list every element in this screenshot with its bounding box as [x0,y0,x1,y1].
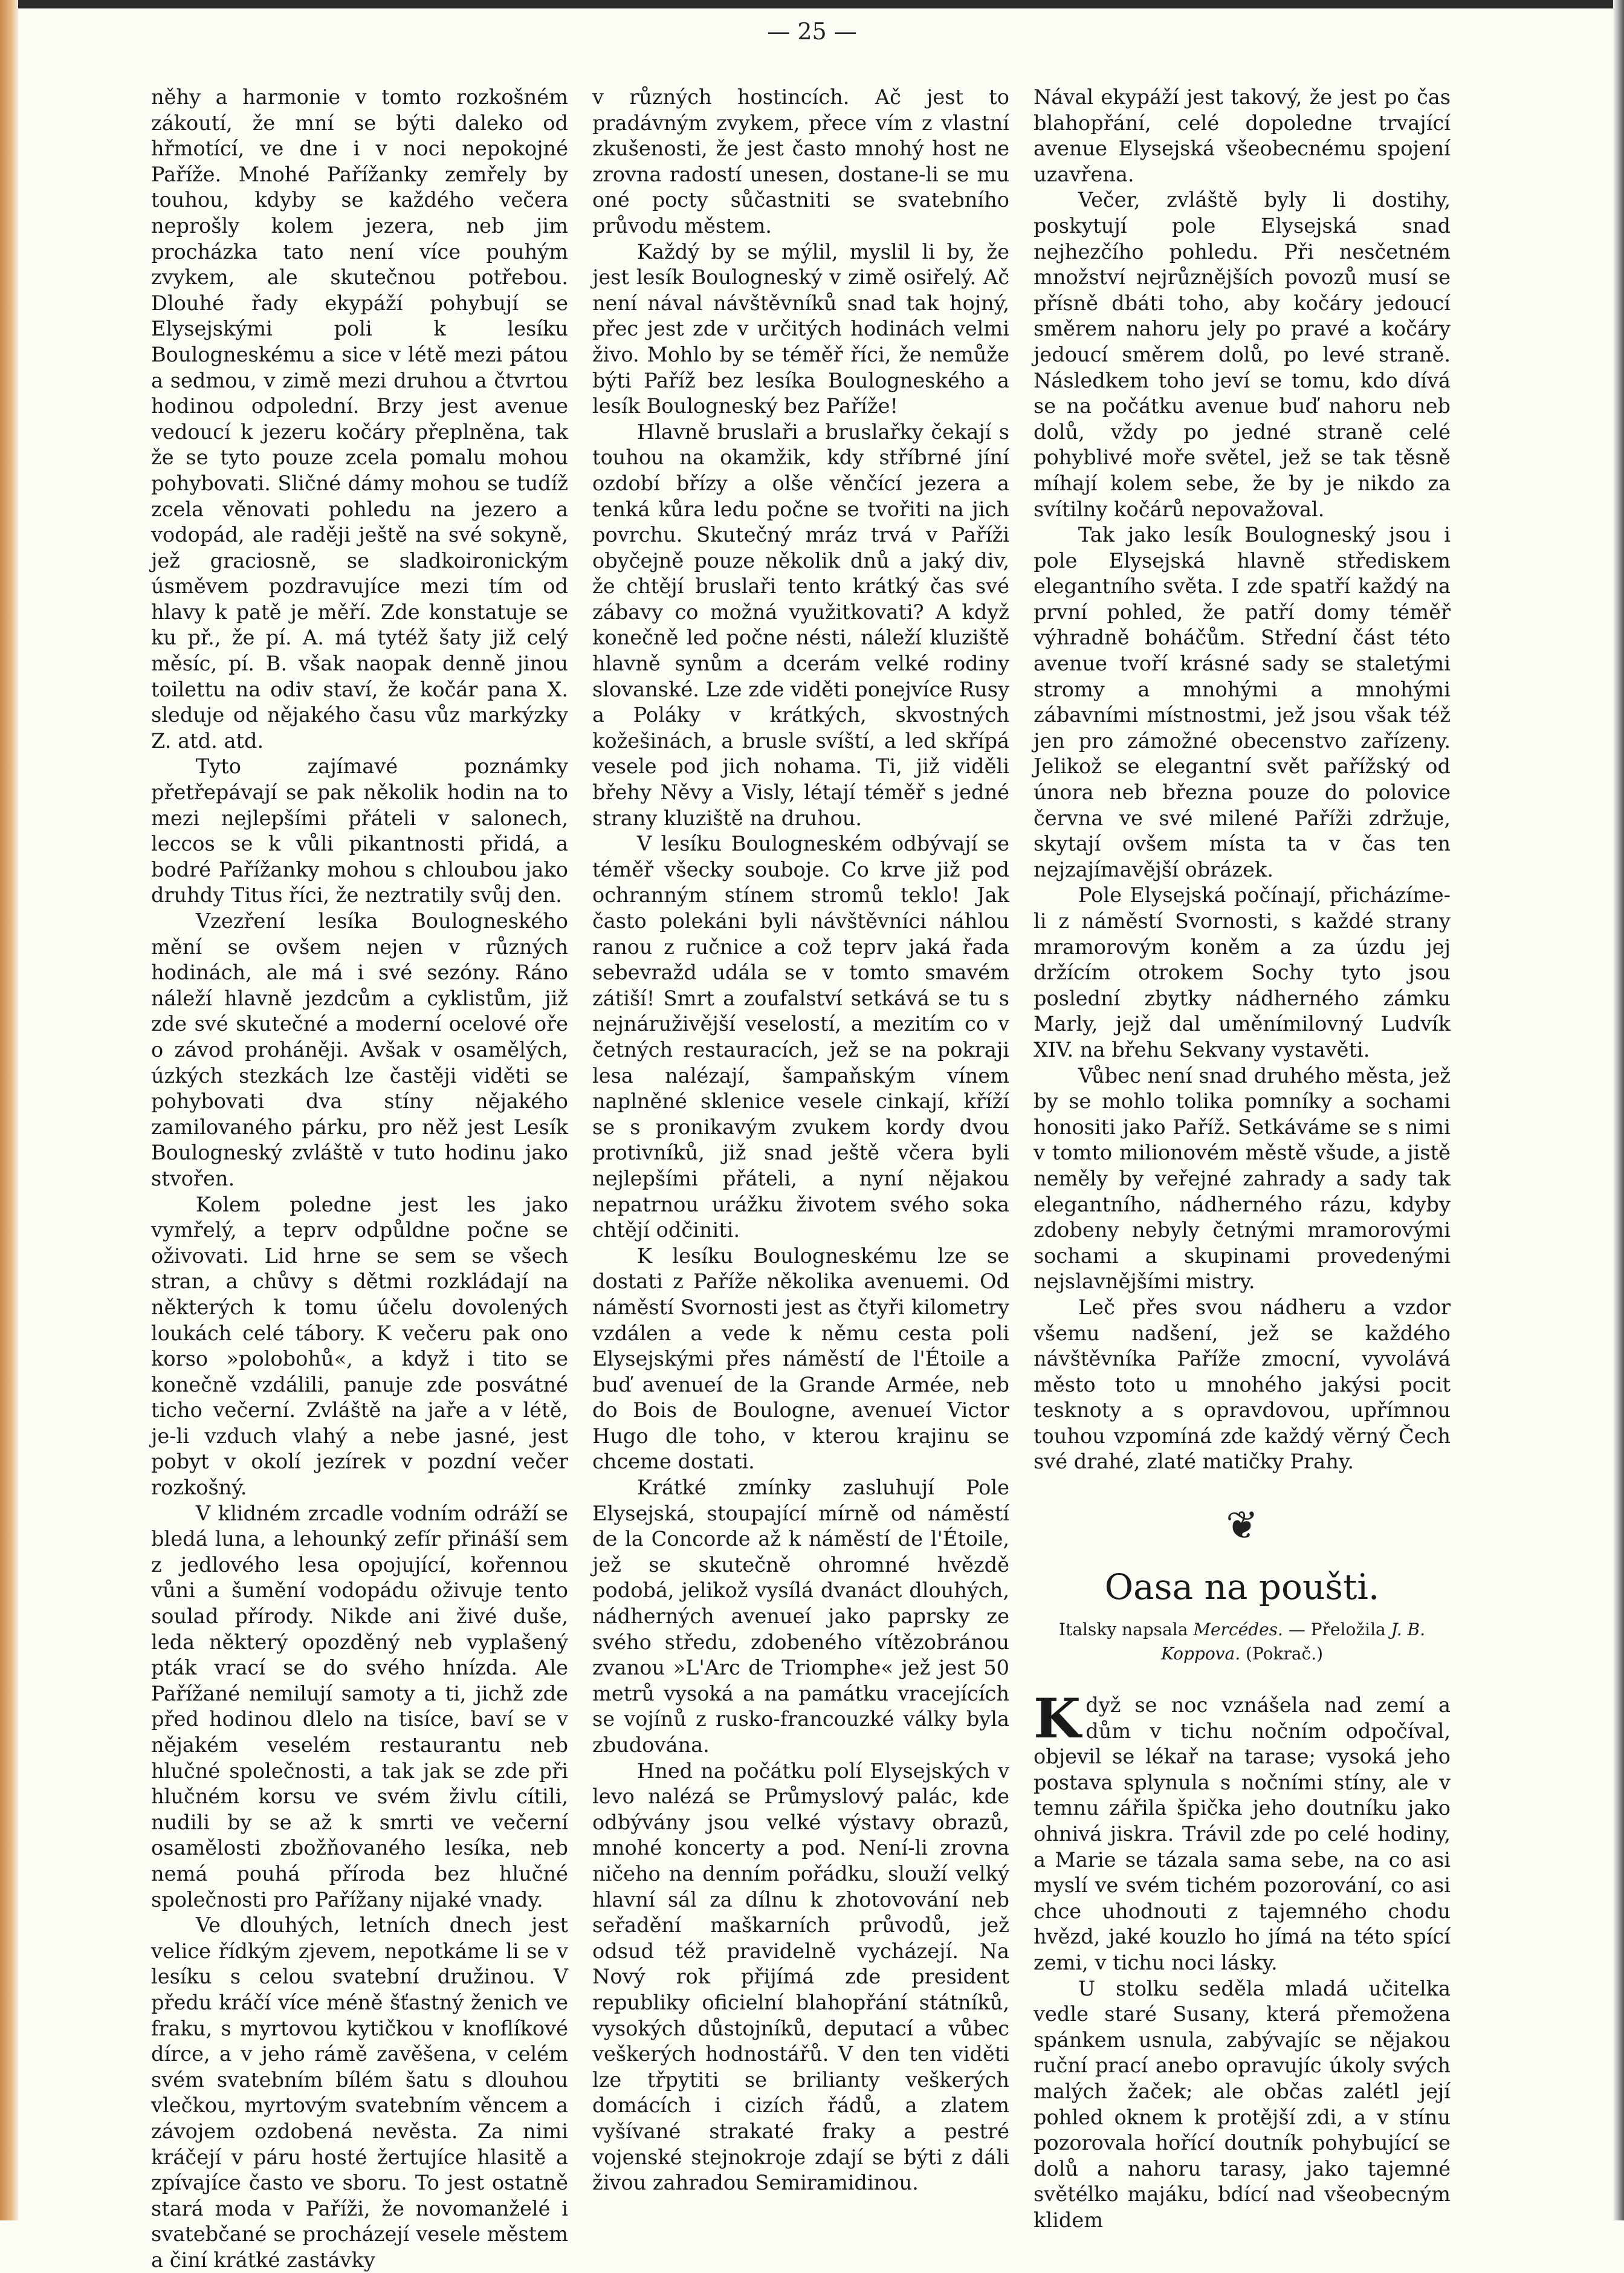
article-title: Oasa na poušti. [1104,1566,1380,1608]
paragraph: v různých hostincích. Ač jest to pradávným zvykem, přece vím z vlastní zkušenosti, že jest často mnohý host ne zrovna radostí unesen, dostane-li se mu oné pocty sůčastniti se svatebního průvodu městem. [592,85,1009,238]
ornament-divider: ❦ [1226,1503,1258,1549]
paragraph: Vzezření lesíka Boulogneského mění se ovšem nejen v různých hodinách, ale má i své sezóny. Ráno náleží hlavně jezdcům a cyklistům, již zde své skutečné a moderní ocelové oře o závod proháněji. Avšak v osamělých, úzkých stezkách lze častěji viděti se pohybovati dva stíny nějakého zamilovaného párku, pro něž jest Lesík Boulogneský zvláště v tuto hodinu jako stvořen. [151,909,568,1190]
page-right-edge [1613,0,1624,2220]
drop-cap: K [1034,1687,1081,1751]
paragraph: Tyto zajímavé poznámky přetřepávají se pak několik hodin na to mezi nejlepšími přáteli v salonech, leccos se k vůli pikantnosti přidá, a bodré Pařížanky mohou s chloubou jako druhdy Titus říci, že neztratily svůj den. [151,754,568,907]
paragraph: Vůbec není snad druhého města, jež by se mohlo tolika pomníky a sochami honositi jako Paříž. Setkáváme se s nimi v tomto milionovém městě všude, a jistě neměly by veřejné zahrady a sady tak elegantního, nádherného rázu, kdyby zdobeny nebyly četnými mramorovými sochami a skupinami provedenými nejslavnějšími mistry. [1034,1063,1451,1294]
paragraph: Hlavně bruslaři a bruslařky čekají s touhou na okamžik, kdy stříbrné jíní ozdobí břízy a olše věnčící jezera a tenká kůra ledu počne se tvořiti na jich povrchu. Skutečný mráz trvá v Paříži obyčejně pouze několik dnů a jaký div, že chtějí bruslaři tento krátký čas své zábavy co možná využitkovati? A když konečně led počne nésti, náleží kluziště hlavně synům a dcerám velké rodiny slovanské. Lze zde viděti ponejvíce Rusy a Poláky v krátkých, skvostných kožešinách, a brusle svíští, a led skřípá vesele pod jich nohama. Ti, již viděli břehy Něvy a Visly, létají téměř s jedné strany kluziště na druhou. [592,420,1009,830]
article-paragraph-1-text: dyž se noc vznášela nad zemí a dům v tichu nočním odpočíval, objevil se lékař na tarase; vysoká jeho postava splynula s nočními stíny, ale v temnu zářila špička jeho doutníku jako ohnivá jiskra. Trávil zde po celé hodiny, a Marie se tázala sama sebe, na co asi myslí ve svém tichém pozorování, co asi chce uhodnouti z tajemného chodu hvězd, jaké kouzlo ho jímá na této spící zemi, v tichu noci lásky. [1034,1693,1451,1974]
paragraph: Pole Elysejská počínají, přicházíme-li z náměstí Svornosti, s každé strany mramorovým koněm a za úzdu jej držícím otrokem Sochy tyto jsou poslední zbytky nádherného zámku Marly, jejž dal uměnímilovný Ludvík XIV. na břehu Sekvany vystavěti. [1034,883,1451,1062]
paragraph: Večer, zvláště byly li dostihy, poskytují pole Elysejská snad nejhezčího pohledu. Při nesčetném množství nejrůznějších povozů musí se přísně dbáti toho, aby kočáry jedoucí směrem nahoru jely po pravé a kočáry jedoucí směrem dolů, po levé straně. Následkem toho jeví se tomu, kdo dívá se na počátku avenue buď nahoru neb dolů, vždy po jedné straně celé pohyblivé moře světel, jež se tak těsně míhají kolem sebe, že by je nikdo za svítilny kočárů nepovažoval. [1034,188,1451,521]
paragraph: Každý by se mýlil, myslil li by, že jest lesík Boulogneský v zimě osiřelý. Ač není nával návštěvníků snad tak hojný, přec jest zde v určitých hodinách velmi živo. Mohlo by se téměř říci, že nemůže býti Paříž bez lesíka Boulogneského a lesík Boulogneský bez Paříže! [592,239,1009,418]
paragraph: Ve dlouhých, letních dnech jest velice řídkým zjevem, nepotkáme li se v lesíku s celou svatební družinou. V předu kráčí více méně šťastný ženich ve fraku, s myrtovou kytičkou v knoflíkové dírce, a v jeho rámě zavěšena, v celém svém svatebním bílém šatu s dlouhou vlečkou, myrtovým svatebním věncem a závojem ozdobená nevěsta. Za nimi kráčejí v páru hosté žertujíce hlasitě a zpívajíce často ve sboru. To jest ostatně stará moda v Paříži, že novomanželé i svatebčané se procházejí vesele městem a činí krátké zastávky [151,1913,568,2272]
byline-mid: — Přeložila [1288,1620,1386,1640]
paragraph: něhy a harmonie v tomto rozkošném zákoutí, že mní se býti daleko od hřmotící, ve dne i v noci nepokojné Paříže. Mnohé Pařížanky zemřely by touhou, kdyby se každého večera neprošly kolem jezera, neb jim procházka tato není více pouhým zvykem, ale skutečnou potřebou. Dlouhé řady ekypáží pohybují se Elysejskými poli k lesíku Boulogneskému a sice v létě mezi pátou a sedmou, v zimě mezi druhou a čtvrtou hodinou odpolední. Brzy jest avenue vedoucí k jezeru kočáry přeplněna, tak že se tyto pouze zcela pomalu mohou pohybovati. Sličné dámy mohou se tudíž zcela věnovati pohledu na jezero a vodopád, ale raději ještě na své sokyně, jež graciosně, se sladkoironickým úsměvem pozdravujíce mezi tím od hlavy k patě je měří. Zde konstatuje se ku př., že pí. A. má tytéž šaty již celý měsíc, pí. B. však naopak denně jinou toilettu na odiv staví, že kočár pana X. sleduje od nějakého času vůz markýzky Z. atd. atd. [151,85,568,753]
page-number: — 25 — [767,18,857,45]
paragraph: Leč přes svou nádheru a vzdor všemu nadšení, jež se každého návštěvníka Paříže zmocní, vyvolává město toto u mnohého jakýsi pocit tesknoty a s opravdovou, upřímnou touhou vzpomíná zde každý věrný Čech své drahé, zlaté matičky Prahy. [1034,1295,1451,1474]
byline-prefix: Italsky napsala [1059,1620,1188,1640]
paragraph: V lesíku Boulogneském odbývají se téměř všecky souboje. Co krve již pod ochranným stínem stromů teklo! Jak často polekáni byli návštěvníci náhlou ranou z ručnice a což teprv jaká řada sebevražd udála se v tomto smavém zátiší! Smrt a zoufalství setkává se tu s nejnáruživější veselostí, a mezitím co v četných restauracích, jež se na pokraji lesa nalézají, šampaňským vínem naplněné sklenice vesele cinkají, kříží se s pronikavým zvukem kordy dvou protivníků, již snad ještě včera byli nejlepšími přáteli, a nyní nějakou nepatrnou urážku životem svého soka chtějí odčiniti. [592,832,1009,1242]
paragraph: Kolem poledne jest les jako vymřelý, a teprv odpůldne počne se oživovati. Lid hrne se sem se všech stran, a chůvy s dětmi rozkládají na některých k tomu účelu dovolených loukách celé tábory. K večeru pak ono korso »polobohů«, a když i tito se konečně vzdálili, panuje zde posvátné ticho večerní. Zvláště na jaře a v létě, je-li vzduch vlahý a nebe jasné, jest pobyt v okolí jezírek v pozdní večer rozkošný. [151,1192,568,1500]
paragraph: Krátké zmínky zasluhují Pole Elysejská, stoupající mírně od náměstí de la Concorde až k náměstí de l'Étoile, jež se skutečně ohromné hvězdě podobá, jelikož vysílá dvanáct dlouhých, nádherných avenueí jako paprsky ze svého středu, zdobeného vítězobránou zvanou »L'Arc de Triomphe« jež jest 50 metrů vysoká a na památku vracejících se vojínů z rusko-francouzké války byla zbudována. [592,1476,1009,1757]
page-top-edge [0,0,1624,8]
text-columns [151,85,1451,2272]
page-binding-edge [0,0,18,2220]
article-byline [1034,1618,1451,1666]
column-3-paragraphs [1034,85,1451,1475]
article-paragraph-2: U stolku seděla mladá učitelka vedle staré Susany, která přemožena spánkem usnula, zabývajíc se nějakou ruční prací anebo opravujíc úkoly svých malých žaček; ale občas zalétl její pohled oknem k protější zdi, a v stínu pozorovala hořící doutník pohybující se dolů a nahoru tarasy, jako tajemné světélko majáku, bdící nad všeobecným klidem [1034,1976,1451,2232]
article-paragraph-1 [1034,1687,1451,1976]
byline-suffix: (Pokrač.) [1246,1644,1324,1664]
paragraph: K lesíku Boulogneskému lze se dostati z Paříže několika avenuemi. Od náměstí Svornosti jest as čtyři kilometry vzdálen a vede k němu cesta poli Elysejskými přes náměstí de l'Étoile a buď avenueí de la Grande Armée, neb do Bois de Boulogne, avenueí Victor Hugo dle toho, v kterou krajinu se chceme dostati. [592,1244,1009,1474]
byline-author: Mercédes. [1193,1620,1283,1640]
column-2 [592,85,1009,2195]
column-1 [151,85,568,2272]
column-3 [1034,85,1451,2232]
paragraph: V klidném zrcadle vodním odráží se bledá luna, a lehounký zefír přináší sem z jedlového lesa opojující, kořennou vůni a šumění vodopádu oživuje tento soulad přírody. Nikde ani živé duše, leda některý opozděný neb vyplašený pták vrací se do svého hnízda. Ale Pařížané nemilují samoty a ti, jichž zde před hodinou dlelo na tisíce, baví se v nějakém veselém restaurantu neb hlučné společnosti, a tak jak se zde při hlučném korsu ve svém živlu cítili, nudili by se až k smrti ve večerní osamělosti zbožňovaného lesíka, neb nemá pouhá příroda bez hlučné společnosti pro Pařížany nijaké vnady. [151,1501,568,1911]
paragraph: Nával ekypáží jest takový, že jest po čas blahopřání, celé dopoledne trvající avenue Elysejská všeobecnému spojení uzavřena. [1034,85,1451,186]
paragraph: Hned na počátku polí Elysejských v levo nalézá se Průmyslový palác, kde odbývány jsou velké výstavy obrazů, mnohé koncerty a pod. Není-li zrovna ničeho na denním pořádku, slouží velký hlavní sál za dílnu k zhotovování neb seřadění maškarních průvodů, jež odsud též pravidelně vycházejí. Na Nový rok přijímá zde president republiky oficielní blahopřání státníků, vysokých důstojníků, deputací a vůbec veškerých hodnostářů. V den ten viděti lze třpytiti se brilianty veškerých domácích i cizích řádů, a zlatem vyšívané strakaté fraky a pestré vojenské stejnokroje zdají se býti z dáli živou zahradou Semiramidinou. [592,1759,1009,2195]
paragraph: Tak jako lesík Boulogneský jsou i pole Elysejská hlavně střediskem elegantního světa. I zde spatří každý na první pohled, že patří domy téměř výhradně boháčům. Střední část této avenue tvoří krásné sady se staletými stromy a mnohými a mnohými zábavními místnostmi, jež jsou však též jen pro zámožné obecenstvo zařízeny. Jelikož se elegantní svět pařížský od února neb března pouze do polovice června ve své milené Paříži zdržuje, skytají ovšem místa ta v čas ten nejzajímavější obrázek. [1034,523,1451,881]
byline-translator: J. B. Koppova. [1160,1620,1425,1664]
